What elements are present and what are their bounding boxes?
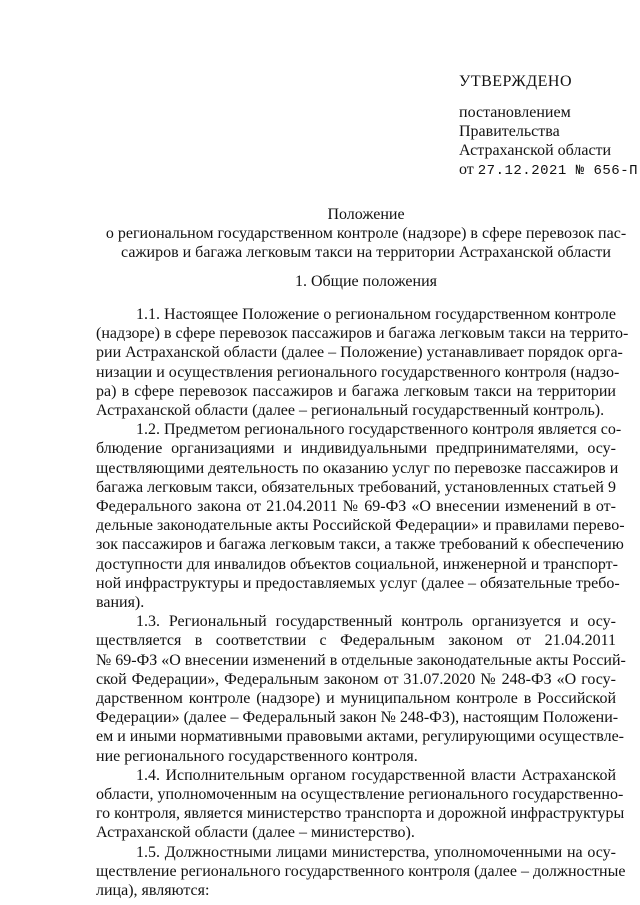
paragraph-line: Астраханской области (далее – региональный государственный контроль).: [96, 402, 605, 420]
paragraph-line: ществляющими деятельность по оказанию услуг по перевозке пассажиров и: [96, 459, 619, 477]
approval-line: Астраханской области: [459, 142, 612, 159]
paragraph-line: ние регионального государственного контроля.: [96, 747, 418, 765]
paragraph-line: го контроля, является министерство транспорта и дорожной инфраструктуры: [96, 805, 625, 823]
document-body: [96, 305, 629, 900]
paragraph-line: рии Астраханской области (далее – Положение) устанавливает порядок орга-: [96, 344, 623, 362]
section-heading: 1. Общие положения: [294, 273, 438, 290]
paragraph: [96, 766, 625, 843]
paragraph-line: 1.3. Региональный государственный контроль организуется и осу-: [136, 613, 616, 631]
document-title-line: о региональном государственном контроле (надзоре) в сфере перевозок пас-: [105, 225, 627, 242]
paragraph: [96, 612, 626, 766]
paragraph: [96, 305, 629, 420]
approval-stamp: [459, 72, 638, 181]
paragraph: [96, 420, 625, 612]
paragraph-line: Федерального закона от 21.04.2011 № 69-ФЗ «О внесении изменений в от-: [96, 498, 616, 516]
document-title-line: Положение: [327, 206, 405, 223]
paragraph-line: лица), являются:: [96, 882, 210, 900]
approval-date-line: [459, 160, 638, 181]
paragraph-line: ра) в сфере перевозок пассажиров и багажа легковым такси на территории: [96, 382, 616, 400]
approval-title: УТВЕРЖДЕНО: [459, 73, 573, 90]
approval-line: Правительства: [459, 123, 560, 140]
paragraph-line: ной инфраструктуры и предоставляемых услуг (далее – обязательные требо-: [96, 574, 620, 592]
paragraph-line: № 69-ФЗ «О внесении изменений в отдельные законодательные акты Россий-: [96, 651, 626, 669]
approval-date-prefix: от: [459, 161, 474, 178]
paragraph: [96, 843, 626, 901]
paragraph-line: ской Федерации», Федеральным законом от 31.07.2020 № 248-ФЗ «О госу-: [96, 670, 616, 688]
paragraph-line: низации и осуществления регионального государственного контроля (надзо-: [96, 363, 620, 381]
paragraph-line: ществляется в соответствии с Федеральным законом от 21.04.2011: [96, 632, 616, 650]
approval-line: постановлением: [459, 104, 571, 121]
paragraph-line: вания).: [96, 594, 145, 612]
paragraph-line: дельные законодательные акты Российской Федерации» и правилами перево-: [96, 517, 625, 535]
approval-date-number: 27.12.2021 № 656-П: [477, 163, 639, 179]
paragraph-line: багажа легковым такси, обязательных требований, установленных статьей 9: [96, 478, 616, 496]
paragraph-line: ем и иными нормативными правовыми актами, регулирующими осуществле-: [96, 728, 625, 746]
paragraph-line: доступности для инвалидов объектов социальной, инженерной и транспорт-: [96, 555, 618, 573]
paragraph-line: (надзоре) в сфере перевозок пассажиров и багажа легковым такси на террито-: [96, 325, 629, 343]
paragraph-line: ществление регионального государственного контроля (далее – должностные: [96, 862, 626, 880]
paragraph-line: блюдение организациями и индивидуальными предпринимателями, осу-: [96, 440, 616, 458]
paragraph-line: дарственном контроле (надзоре) и муниципальном контроле в Российской: [96, 690, 616, 708]
paragraph-line: Федерации» (далее – Федеральный закон № 248-ФЗ), настоящим Положени-: [96, 709, 619, 727]
paragraph-line: 1.5. Должностными лицами министерства, уполномоченными на осу-: [136, 843, 616, 861]
paragraph-line: 1.4. Исполнительным органом государственной власти Астраханской: [136, 766, 616, 784]
paragraph-line: зок пассажиров и багажа легковым такси, а также требований к обеспечению: [96, 536, 624, 554]
document-title: [96, 205, 636, 262]
paragraph-line: Астраханской области (далее – министерство).: [96, 824, 415, 842]
document-title-line: сажиров и багажа легковым такси на территории Астраханской области: [121, 244, 611, 261]
paragraph-line: области, уполномоченным на осуществление регионального государственно-: [96, 786, 624, 804]
paragraph-line: 1.1. Настоящее Положение о региональном государственном контроле: [136, 306, 616, 323]
paragraph-line: 1.2. Предметом регионального государственного контроля является со-: [136, 421, 622, 439]
